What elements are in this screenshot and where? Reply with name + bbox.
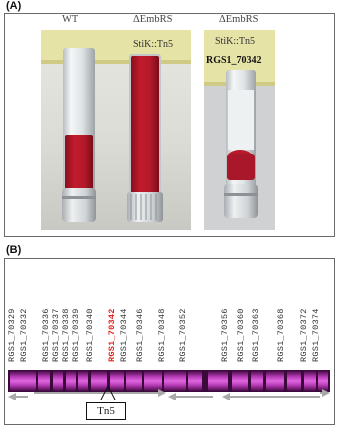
gene-block-14 bbox=[266, 371, 284, 391]
tube-3-title: ΔEmbRS bbox=[219, 14, 259, 25]
tube-3-sticker: StiK::Tn5 bbox=[215, 36, 256, 47]
gene-label-12: RGS1_70356 bbox=[220, 308, 230, 362]
arrow-left-2-head bbox=[168, 393, 176, 400]
tn5-insertion-label: Tn5 bbox=[86, 402, 126, 420]
gene-block-15 bbox=[287, 371, 301, 391]
gene-label-10: RGS1_70348 bbox=[157, 308, 167, 362]
gene-label-17: RGS1_70374 bbox=[311, 308, 321, 362]
tube-1-title: WT bbox=[62, 14, 79, 25]
gene-block-3 bbox=[66, 371, 76, 391]
tube-2-title: ΔEmbRS bbox=[133, 14, 173, 25]
panel-a-label: (A) bbox=[6, 0, 22, 12]
gene-label-6: RGS1_70340 bbox=[85, 308, 95, 362]
gene-label-5: RGS1_70339 bbox=[71, 308, 81, 362]
gene-block-9 bbox=[164, 371, 186, 391]
gene-label-4: RGS1_70338 bbox=[61, 308, 71, 362]
gene-label-7: RGS1_70342 bbox=[107, 308, 117, 362]
gene-label-1: RGS1_70332 bbox=[19, 308, 29, 362]
gene-label-11: RGS1_70352 bbox=[178, 308, 188, 362]
gene-label-8: RGS1_70344 bbox=[119, 308, 129, 362]
tube-2-sticker: StiK::Tn5 bbox=[133, 39, 174, 50]
tube-photo-left bbox=[41, 30, 191, 230]
gene-blocks bbox=[10, 371, 328, 391]
gene-label-13: RGS1_70360 bbox=[236, 308, 246, 362]
gene-block-0 bbox=[10, 371, 36, 391]
gene-label-14: RGS1_70363 bbox=[251, 308, 261, 362]
gene-label-15: RGS1_70368 bbox=[276, 308, 286, 362]
gene-block-4 bbox=[78, 371, 88, 391]
gene-label-2: RGS1_70336 bbox=[41, 308, 51, 362]
gene-block-6 bbox=[110, 371, 124, 391]
gene-label-0: RGS1_70329 bbox=[7, 308, 17, 362]
gene-block-5 bbox=[91, 371, 107, 391]
gene-block-11 bbox=[208, 371, 228, 391]
genome-track bbox=[8, 368, 330, 400]
gene-block-12 bbox=[232, 371, 248, 391]
gene-block-8 bbox=[144, 371, 162, 391]
arrow-left-3-head bbox=[222, 393, 230, 400]
tube-photo-left-graphic bbox=[41, 30, 191, 230]
gene-label-16: RGS1_70372 bbox=[299, 308, 309, 362]
gene-label-3: RGS1_70337 bbox=[51, 308, 61, 362]
arrow-left-1-head bbox=[8, 393, 16, 400]
gene-block-1 bbox=[38, 371, 50, 391]
gene-block-13 bbox=[251, 371, 263, 391]
tube-3-sticker-gene: RGS1_70342 bbox=[206, 55, 262, 66]
gene-block-17 bbox=[318, 371, 328, 391]
gene-block-2 bbox=[53, 371, 63, 391]
gene-label-9: RGS1_70346 bbox=[135, 308, 145, 362]
gene-block-7 bbox=[126, 371, 142, 391]
panel-b-label: (B) bbox=[6, 244, 22, 256]
gene-block-16 bbox=[304, 371, 316, 391]
gene-block-10 bbox=[188, 371, 202, 391]
